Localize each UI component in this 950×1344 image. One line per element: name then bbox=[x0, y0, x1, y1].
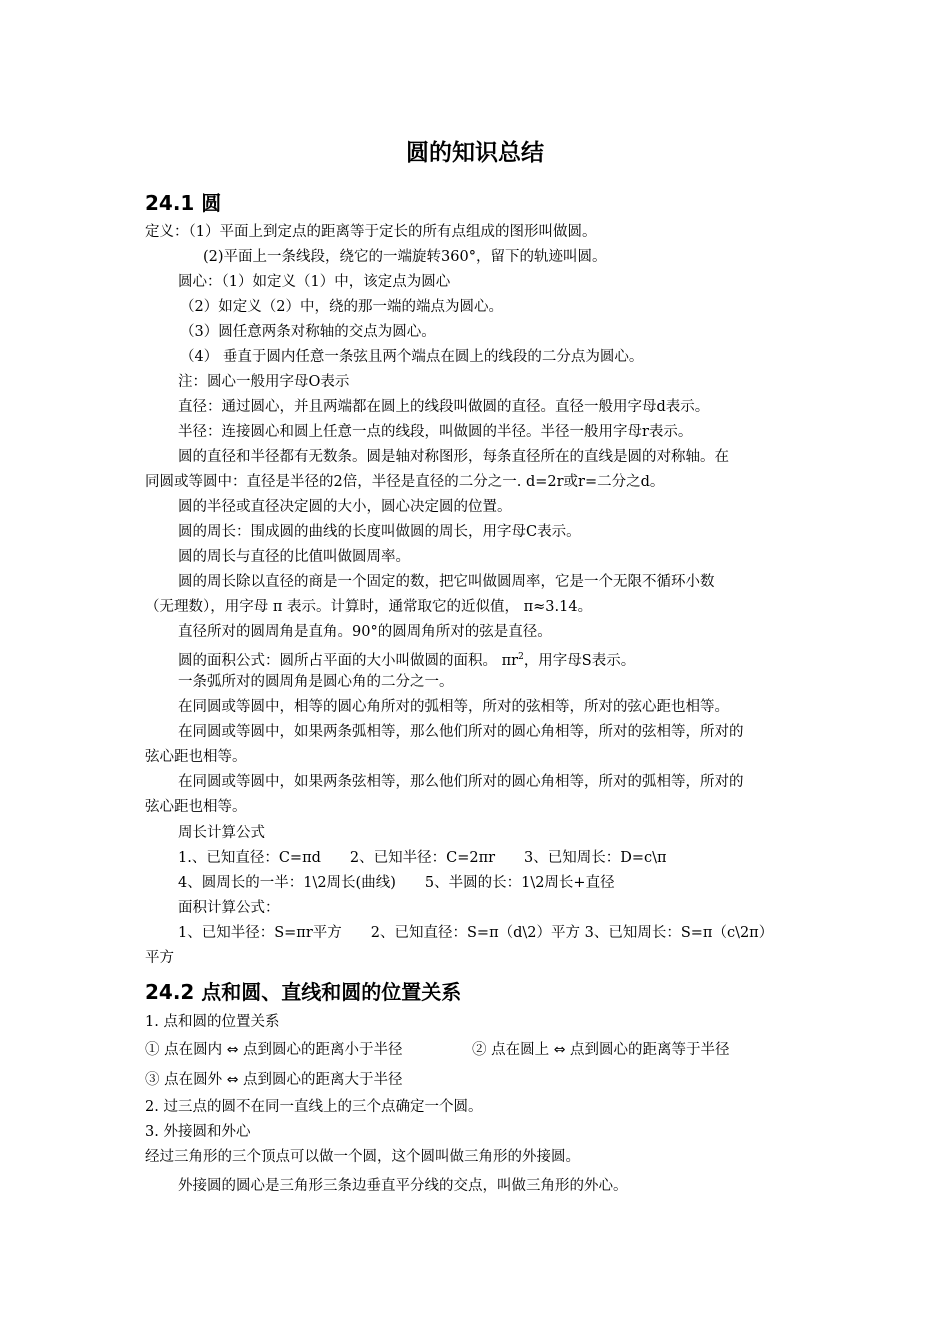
perimeter-formula-heading: 周长计算公式 bbox=[178, 825, 265, 841]
point-inside-circle bbox=[145, 1040, 403, 1060]
area-formula-heading: 面积计算公式： bbox=[178, 900, 280, 916]
equal-central-angle-line: 在同圆或等圆中，相等的圆心角所对的弧相等，所对的弦相等，所对的弦心距也相等。 bbox=[178, 699, 729, 715]
circumcircle-heading: 3. 外接圆和外心 bbox=[145, 1124, 251, 1140]
equal-chords-line-2: 弦心距也相等。 bbox=[145, 799, 247, 815]
inscribed-angle-line: 直径所对的圆周角是直角。90°的圆周角所对的弦是直径。 bbox=[178, 624, 552, 640]
center-line-3: （3）圆任意两条对称轴的交点为圆心。 bbox=[180, 324, 436, 340]
equivalence-arrow-icon: ⇔ bbox=[226, 1042, 239, 1058]
size-position-line: 圆的半径或直径决定圆的大小，圆心决定圆的位置。 bbox=[178, 499, 512, 515]
infinite-lines-1: 圆的直径和半径都有无数条。圆是轴对称图形，每条直径所在的直线是圆的对称轴。在 bbox=[178, 449, 729, 465]
point-outside-label: ③ 点在圆外 bbox=[145, 1072, 223, 1088]
center-line-4: （4） 垂直于圆内任意一条弦且两个端点在圆上的线段的二分点为圆心。 bbox=[180, 349, 644, 365]
point-outside-circle bbox=[145, 1070, 403, 1090]
area-formula-tail: ，用字母S表示。 bbox=[523, 652, 636, 669]
pi-definition-line-1: 圆的周长除以直径的商是一个固定的数，把它叫做圆周率，它是一个无限不循环小数 bbox=[178, 574, 715, 590]
equivalence-arrow-icon: ⇔ bbox=[553, 1042, 566, 1058]
section-heading-24-2: 24.2 点和圆、直线和圆的位置关系 bbox=[145, 980, 462, 1004]
definition-line-1: 定义：（1）平面上到定点的距离等于定长的所有点组成的图形叫做圆。 bbox=[145, 224, 597, 240]
area-formula-text: 圆的面积公式：圆所占平面的大小叫做圆的面积。 πr bbox=[178, 652, 519, 669]
radius-line: 半径：连接圆心和圆上任意一点的线段，叫做圆的半径。半径一般用字母r表示。 bbox=[178, 424, 693, 440]
point-inside-condition: 点到圆心的距离小于半径 bbox=[238, 1042, 403, 1058]
definition-line-2: (2)平面上一条线段，绕它的一端旋转360°，留下的轨迹叫圆。 bbox=[203, 249, 607, 265]
circumcenter-definition: 外接圆的圆心是三角形三条边垂直平分线的交点，叫做三角形的外心。 bbox=[178, 1178, 628, 1194]
point-on-condition: 点到圆心的距离等于半径 bbox=[565, 1042, 730, 1058]
perimeter-formula-line-2: 4、圆周长的一半：1\2周长(曲线) 5、半圆的长：1\2周长+直径 bbox=[178, 875, 615, 891]
note-line: 注：圆心一般用字母O表示 bbox=[178, 374, 350, 390]
squared-superscript: 2 bbox=[518, 652, 524, 662]
three-points-line: 2. 过三点的圆不在同一直线上的三个点确定一个圆。 bbox=[145, 1099, 483, 1115]
point-on-circle bbox=[472, 1040, 730, 1060]
point-outside-condition: 点到圆心的距离大于半径 bbox=[238, 1072, 403, 1088]
circumcircle-definition: 经过三角形的三个顶点可以做一个圆，这个圆叫做三角形的外接圆。 bbox=[145, 1149, 580, 1165]
center-line-1: 圆心：（1）如定义（1）中，该定点为圆心 bbox=[178, 274, 451, 290]
equal-chords-line-1: 在同圆或等圆中，如果两条弦相等，那么他们所对的圆心角相等，所对的弧相等，所对的 bbox=[178, 774, 744, 790]
equal-arcs-line-2: 弦心距也相等。 bbox=[145, 749, 247, 765]
arc-angle-line: 一条弧所对的圆周角是圆心角的二分之一。 bbox=[178, 674, 454, 690]
point-inside-label: ① 点在圆内 bbox=[145, 1042, 223, 1058]
area-calc-line-1: 1、已知半径：S=πr平方 2、已知直径：S=π（d\2）平方 3、已知周长：S=π（c\2π） bbox=[178, 925, 774, 941]
area-formula-line bbox=[178, 647, 635, 671]
section-heading-24-1: 24.1 圆 bbox=[145, 191, 222, 215]
equal-arcs-line-1: 在同圆或等圆中，如果两条弧相等，那么他们所对的圆心角相等，所对的弦相等，所对的 bbox=[178, 724, 744, 740]
circumference-line: 圆的周长：围成圆的曲线的长度叫做圆的周长，用字母C表示。 bbox=[178, 524, 581, 540]
perimeter-formula-line-1: 1.、已知直径：C=πd 2、已知半径：C=2πr 3、已知周长：D=c\π bbox=[178, 850, 667, 866]
infinite-lines-2: 同圆或等圆中：直径是半径的2倍，半径是直径的二分之一. d=2r或r=二分之d。 bbox=[145, 474, 665, 490]
pi-ratio-line: 圆的周长与直径的比值叫做圆周率。 bbox=[178, 549, 410, 565]
equivalence-arrow-icon: ⇔ bbox=[226, 1072, 239, 1088]
pi-definition-line-2: （无理数），用字母 π 表示。计算时，通常取它的近似值， π≈3.14。 bbox=[145, 599, 593, 615]
diameter-line: 直径：通过圆心，并且两端都在圆上的线段叫做圆的直径。直径一般用字母d表示。 bbox=[178, 399, 710, 415]
point-circle-heading: 1. 点和圆的位置关系 bbox=[145, 1014, 280, 1030]
point-on-label: ② 点在圆上 bbox=[472, 1042, 550, 1058]
center-line-2: （2）如定义（2）中，绕的那一端的端点为圆心。 bbox=[180, 299, 503, 315]
page-title: 圆的知识总结 bbox=[406, 140, 544, 166]
area-calc-line-2: 平方 bbox=[145, 950, 174, 966]
